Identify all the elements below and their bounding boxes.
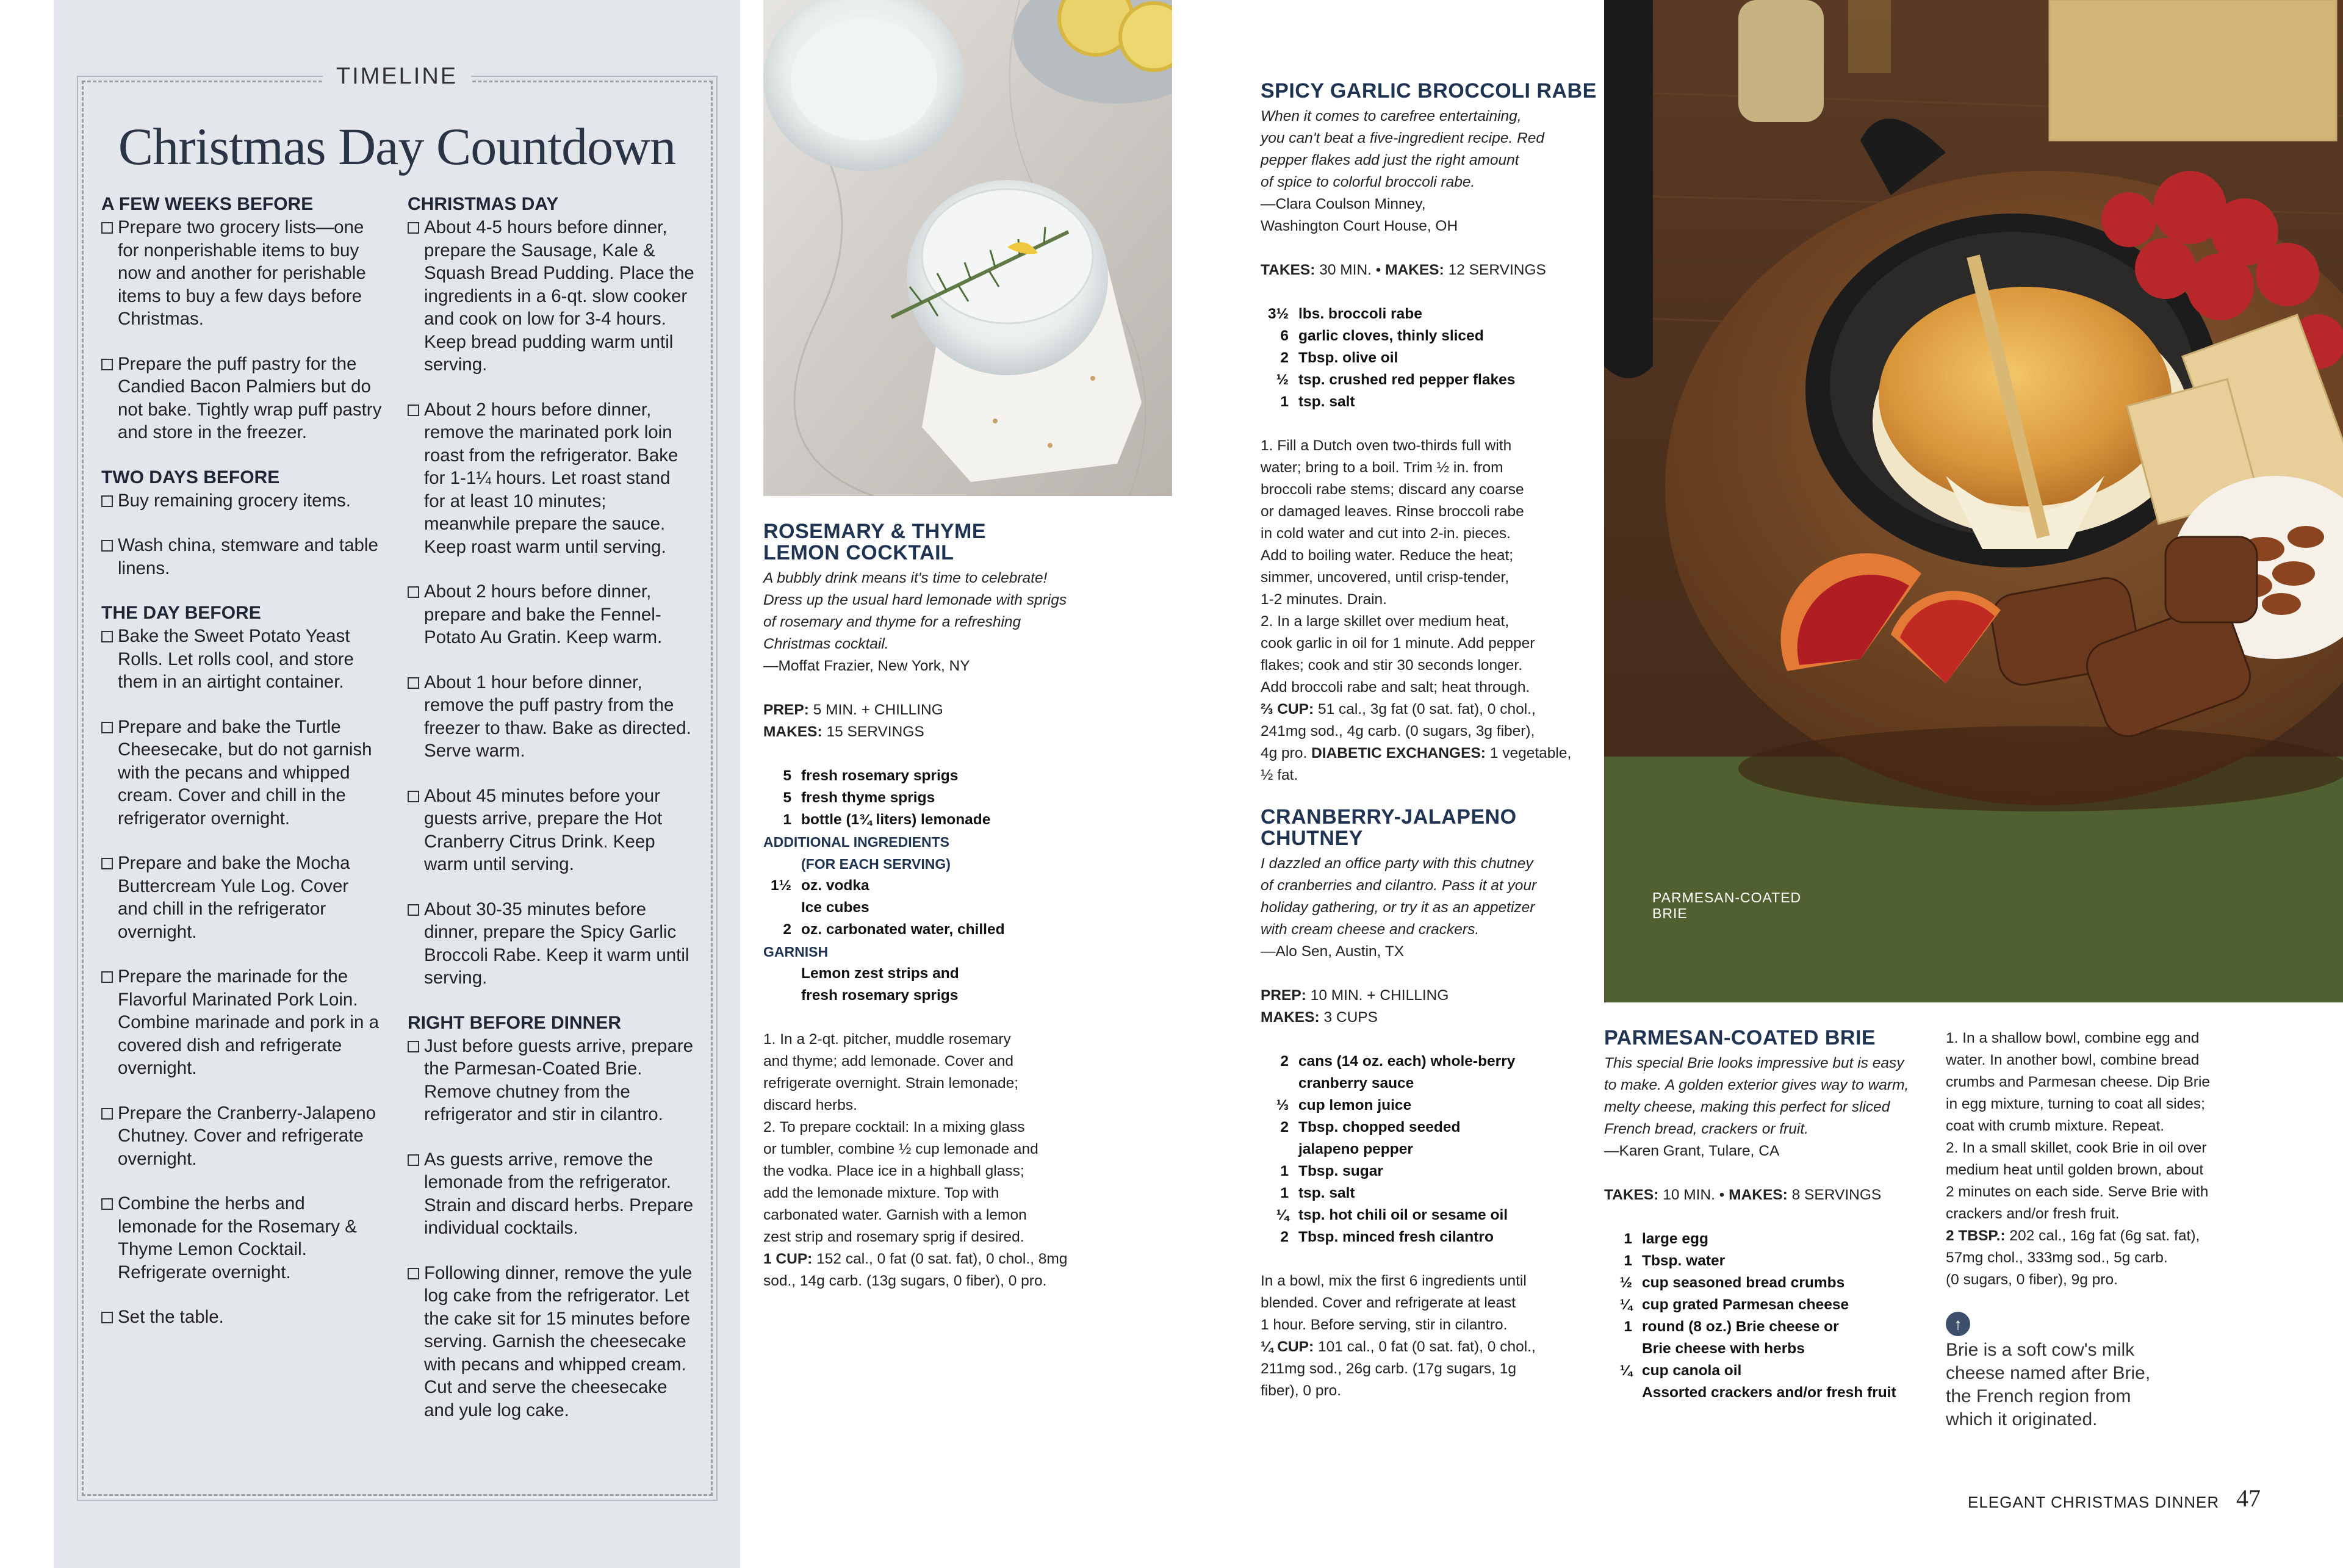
ingredient-list [763,765,1105,1007]
checkbox-icon[interactable] [408,677,419,689]
recipe-meta: PREP: 5 MIN. + CHILLING MAKES: 15 SERVINGS [763,702,943,740]
ingredient: jalapeno pepper [1298,1141,1413,1157]
recipe-byline: —Alo Sen, Austin, TX [1261,943,1405,960]
checkbox-icon[interactable] [101,222,113,234]
timeline-section [101,602,383,1329]
timeline-item[interactable]: Prepare and bake the Turtle Cheesecake, but do not garnish with the pecans and whipped cream. Cover and chill in the refrigerator overnight. [101,716,383,830]
timeline-heading: THE DAY BEFORE [101,603,261,623]
timeline-heading: CHRISTMAS DAY [408,194,559,214]
ingredient: 1 tsp. salt [1280,394,1355,410]
recipe-title: LEMON COCKTAIL [763,541,954,564]
checkbox-icon[interactable] [408,791,419,802]
section-footer: ELEGANT CHRISTMAS DINNER [1968,1493,2220,1511]
recipe-byline: —Karen Grant, Tulare, CA [1604,1143,1780,1159]
timeline-item[interactable]: About 2 hours before dinner, remove the marinated pork loin roast from the refrigerator. Bake for 1-1¼ hours. Let roast stand for at least 10 minutes; meanwhile prepare the sauce. Keep roast warm until serving. [408,398,694,559]
recipe-meta: PREP: 10 MIN. + CHILLING MAKES: 3 CUPS [1261,987,1449,1026]
ingredient: Brie cheese with herbs [1642,1340,1805,1357]
recipe-intro: This special Brie looks impressive but is easy to make. A golden exterior gives way to warm, melty cheese, making this perfect for sliced French bread, crackers or fruit. [1604,1055,1909,1137]
recipe-title: ROSEMARY & THYME [763,520,987,543]
nutrition-info: ¼ CUP: 101 cal., 0 fat (0 sat. fat), 0 chol., [1261,1339,1536,1355]
timeline-item[interactable]: As guests arrive, remove the lemonade from the refrigerator. Strain and discard herbs. Prepare individual cocktails. [408,1148,694,1240]
timeline-item[interactable]: About 45 minutes before your guests arrive, prepare the Hot Cranberry Citrus Drink. Keep warm until serving. [408,785,694,876]
timeline-item[interactable]: About 1 hour before dinner, remove the puff pastry from the freezer to thaw. Bake as directed. Serve warm. [408,671,694,763]
timeline-item[interactable]: About 4-5 hours before dinner, prepare the Sausage, Kale & Squash Bread Pudding. Place the ingredients in a 6-qt. slow cooker and cook on low for 3-4 hours. Keep bread pudding warm until serving. [408,216,694,376]
timeline-item[interactable]: Set the table. [101,1306,383,1329]
timeline-item[interactable]: Buy remaining grocery items. [101,489,383,512]
ingredient: cranberry sauce [1298,1075,1414,1091]
checkbox-icon[interactable] [408,586,419,598]
timeline-section [408,1012,694,1422]
ingredient: ¼ cup canola oil [1619,1362,1742,1379]
timeline-item[interactable]: Following dinner, remove the yule log cake from the refrigerator. Let the cake sit for 15 minutes before serving. Garnish the cheesecake with pecans and whipped cream. Cut and serve the cheesecake and yule log cake. [408,1262,694,1422]
timeline-item[interactable]: Bake the Sweet Potato Yeast Rolls. Let rolls cool, and store them in an airtight container. [101,625,383,694]
checkbox-icon[interactable] [101,971,113,983]
ingredient: 5 fresh rosemary sprigs [783,768,959,784]
brie-recipe [1604,1027,1946,1404]
ingredient: Assorted crackers and/or fresh fruit [1642,1384,1896,1401]
timeline-heading: TWO DAYS BEFORE [101,467,280,487]
checkbox-icon[interactable] [101,1312,113,1323]
recipe-meta: TAKES: 30 MIN. • MAKES: 12 SERVINGS [1261,262,1546,278]
checkbox-icon[interactable] [101,495,113,507]
ingredient: ¼ cup grated Parmesan cheese [1619,1296,1849,1313]
timeline-item[interactable]: Prepare the marinade for the Flavorful Marinated Pork Loin. Combine marinade and pork in a covered dish and refrigerate overnight. [101,965,383,1080]
cocktail-photo [763,0,1172,496]
tip-text: Brie is a soft cow's milk cheese named after Brie, the French region from which it originated. [1946,1340,2151,1430]
checkbox-icon[interactable] [101,359,113,370]
nutrition-info: ⅔ CUP: 51 cal., 3g fat (0 sat. fat), 0 chol., [1261,701,1536,717]
nutrition-info: 2 TBSP.: 202 cal., 16g fat (6g sat. fat), [1946,1228,2200,1244]
timeline-section [408,193,694,990]
ingredient: 1 Tbsp. sugar [1280,1163,1383,1179]
recipe-intro: I dazzled an office party with this chutney of cranberries and cilantro. Pass it at your holiday gathering, or try it as an appetizer with cream cheese and crackers. [1261,855,1537,938]
ingredient: 1 tsp. salt [1280,1185,1355,1201]
checkbox-icon[interactable] [408,1154,419,1166]
checkbox-icon[interactable] [101,858,113,869]
ingredient: 2 Tbsp. chopped seeded [1280,1119,1461,1135]
timeline-section [101,466,383,580]
recipe-byline: —Moffat Frazier, New York, NY [763,658,970,674]
page-number: 47 [2236,1484,2261,1512]
recipe-byline: —Clara Coulson Minney, Washington Court House, OH [1261,196,1458,234]
recipe-title: PARMESAN-COATED BRIE [1604,1026,1876,1049]
ingredient: 1 Tbsp. water [1624,1253,1726,1269]
ingredient: Ice cubes [801,899,869,916]
checkbox-icon[interactable] [101,722,113,733]
ingredient-list [1261,303,1602,413]
brie-steps: 1. In a shallow bowl, combine egg and water. In another bowl, combine bread crumbs and Parmesan cheese. Dip Brie in egg mixture, turning to coat all sides; coat with crumb mixture. Repeat. 2. In a small skillet, cook Brie in oil over medium heat until golden brown, about 2 minutes on each side. Serve Brie with crackers and/or fresh fruit. 2 TBSP.: 202 cal., 16g fat (6g sat. fat), 57mg chol., 333mg sod., 5g carb. (0 sugars, 0 fiber), 9g pro. [1946,1027,2214,1291]
broccoli-recipe [1261,81,1602,786]
timeline-item[interactable]: Prepare and bake the Mocha Buttercream Yule Log. Cover and chill in the refrigerator overnight. [101,852,383,943]
recipe-title: SPICY GARLIC BROCCOLI RABE [1261,79,1597,102]
timeline-column-1 [101,188,383,1351]
timeline-item[interactable]: Prepare the Cranberry-Jalapeno Chutney. Cover and refrigerate overnight. [101,1102,383,1171]
ingredient-list [1604,1228,1946,1404]
checkbox-icon[interactable] [408,405,419,416]
ingredient: 2 oz. carbonated water, chilled [783,921,1005,938]
chutney-recipe [1261,807,1602,1402]
recipe-steps: In a bowl, mix the first 6 ingredients until blended. Cover and refrigerate at least 1 hour. Before serving, stir in cilantro. ¼ CUP: 101 cal., 0 fat (0 sat. fat), 0 chol., 211mg sod., 26g carb. (17g sugars, 1g fiber), 0 pro. [1261,1270,1602,1402]
ingredient-subheading: (FOR EACH SERVING) [801,856,951,872]
brie-photo-graphic [1604,0,2343,1002]
timeline-item[interactable]: Just before guests arrive, prepare the Parmesan-Coated Brie. Remove chutney from the refrigerator and stir in cilantro. [408,1035,694,1126]
ingredient: ½ tsp. crushed red pepper flakes [1276,372,1516,388]
ingredient: 1 round (8 oz.) Brie cheese or [1624,1318,1839,1335]
ingredient: ¼ tsp. hot chili oil or sesame oil [1276,1207,1508,1223]
arrow-up-icon: ↑ [1946,1312,1970,1336]
ingredient: 2 cans (14 oz. each) whole-berry [1280,1053,1516,1070]
photo-caption: PARMESAN-COATED BRIE [1652,890,1802,921]
timeline-item[interactable]: About 2 hours before dinner, prepare and bake the Fennel-Potato Au Gratin. Keep warm. [408,580,694,649]
ingredient-subheading: ADDITIONAL INGREDIENTS [763,834,949,850]
cocktail-photo-graphic [763,0,1172,496]
recipe-steps: 1. Fill a Dutch oven two-thirds full with water; bring to a boil. Trim ½ in. from broccoli rabe stems; discard any coarse or damaged leaves. Rinse broccoli rabe in cold water and cut into 2-in. pieces. Add to boiling water. Reduce the heat; simmer, uncovered, until crisp-tender, 1-2 minutes. Drain. 2. In a large skillet over medium heat, cook garlic in oil for 1 minute. Add pepper flakes; cook and stir 30 seconds longer. Add broccoli rabe and salt; heat through. ⅔ CUP: 51 cal., 3g fat (0 sat. fat), 0 chol., 241mg sod., 4g carb. (0 sugars, 3g fiber), 4g pro. DIABETIC EXCHANGES: 1 vegetable, ½ fat. [1261,435,1602,786]
timeline-label: TIMELINE [54,63,740,90]
nutrition-info: 1 CUP: 152 cal., 0 fat (0 sat. fat), 0 chol., 8mg [763,1251,1068,1267]
ingredient: fresh rosemary sprigs [801,987,959,1004]
ingredient-list [1261,1051,1602,1248]
timeline-heading: RIGHT BEFORE DINNER [408,1012,622,1033]
timeline-column-2 [408,188,694,1444]
timeline-item[interactable]: Prepare two grocery lists—one for nonperishable items to buy now and another for perishable items to buy a few days before Christmas. [101,216,383,331]
timeline-item[interactable]: About 30-35 minutes before dinner, prepare the Spicy Garlic Broccoli Rabe. Keep it warm until serving. [408,898,694,990]
checkbox-icon[interactable] [408,1268,419,1279]
checkbox-icon[interactable] [101,1108,113,1120]
brie-photo [1604,0,2343,1002]
ingredient-subheading: GARNISH [763,944,829,960]
ingredient: 5 fresh thyme sprigs [783,789,935,806]
recipe-title: CHUTNEY [1261,827,1363,850]
rosemary-recipe [763,521,1105,1292]
ingredient: 1 bottle (1¾ liters) lemonade [783,811,991,828]
ingredient: Lemon zest strips and [801,965,959,982]
checkbox-icon[interactable] [101,540,113,552]
ingredient: 1 large egg [1624,1231,1708,1247]
ingredient: 2 Tbsp. olive oil [1280,350,1398,366]
ingredient: ½ cup seasoned bread crumbs [1619,1275,1845,1291]
checkbox-icon[interactable] [101,631,113,642]
recipe-title: CRANBERRY-JALAPENO [1261,805,1517,829]
timeline-heading: A FEW WEEKS BEFORE [101,194,314,214]
timeline-section [101,193,383,444]
checkbox-icon[interactable] [101,1198,113,1210]
ingredient: 3½ lbs. broccoli rabe [1267,306,1422,322]
recipe-steps: 1. In a 2-qt. pitcher, muddle rosemary and thyme; add lemonade. Cover and refrigerate overnight. Strain lemonade; discard herbs. 2. To prepare cocktail: In a mixing glass or tumbler, combine ½ cup lemonade and the vodka. Place ice in a highball glass; add the lemonade mixture. Top with carbonated water. Garnish with a lemon zest strip and rosemary sprig if desired. 1 CUP: 152 cal., 0 fat (0 sat. fat), 0 chol., 8mg sod., 14g carb. (13g sugars, 0 fiber), 0 pro. [763,1029,1105,1292]
checkbox-icon[interactable] [408,222,419,234]
ingredient: 6 garlic cloves, thinly sliced [1280,328,1484,344]
recipe-intro: When it comes to carefree entertaining, you can't beat a five-ingredient recipe. Red pepper flakes add just the right amount of spice to colorful broccoli rabe. [1261,108,1545,190]
timeline-title: Christmas Day Countdown [118,117,676,176]
recipe-intro: A bubbly drink means it's time to celebrate! Dress up the usual hard lemonade with sprigs of rosemary and thyme for a refreshing Christmas cocktail. [763,570,1067,652]
checkbox-icon[interactable] [408,904,419,916]
timeline-item[interactable]: Prepare the puff pastry for the Candied Bacon Palmiers but do not bake. Tightly wrap puff pastry and store in the freezer. [101,353,383,444]
timeline-item[interactable]: Combine the herbs and lemonade for the Rosemary & Thyme Lemon Cocktail. Refrigerate overnight. [101,1192,383,1284]
timeline-item[interactable]: Wash china, stemware and table linens. [101,534,383,580]
checkbox-icon[interactable] [408,1041,419,1052]
recipe-meta: TAKES: 10 MIN. • MAKES: 8 SERVINGS [1604,1187,1882,1203]
ingredient: ⅓ cup lemon juice [1276,1097,1412,1113]
ingredient: 2 Tbsp. minced fresh cilantro [1280,1229,1494,1245]
ingredient: 1½ oz. vodka [770,877,869,894]
